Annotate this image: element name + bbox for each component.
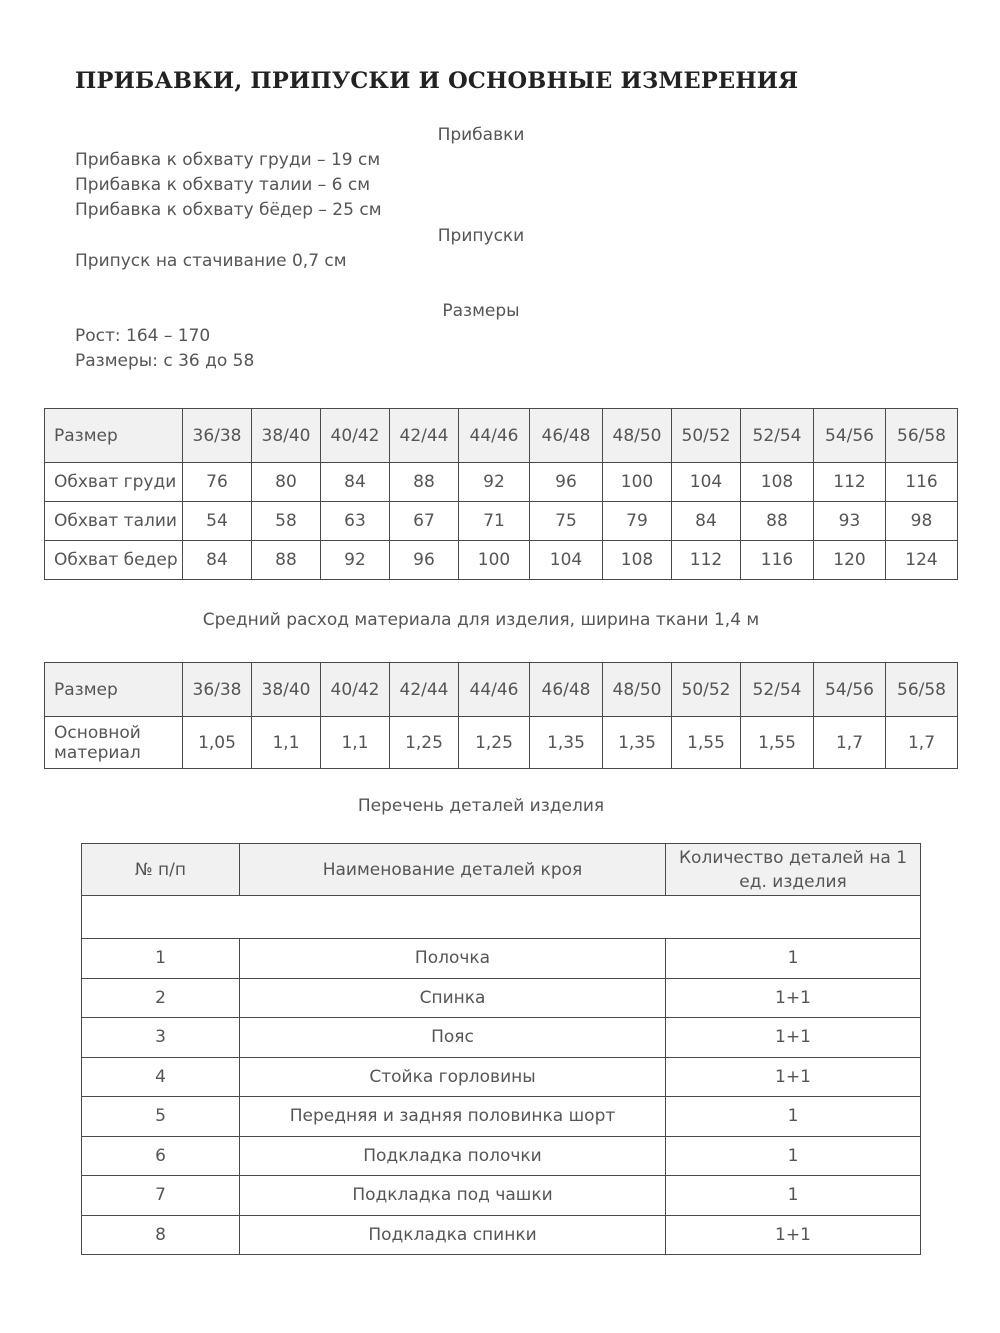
- part-name: Подкладка полочки: [240, 1136, 666, 1176]
- cell-value: 88: [390, 463, 459, 502]
- cell-value: 1,7: [886, 717, 958, 769]
- part-name: Подкладка спинки: [240, 1215, 666, 1255]
- allowances-heading: Прибавки: [437, 125, 525, 145]
- cell-value: 71: [459, 502, 530, 541]
- cell-value: 92: [321, 541, 390, 580]
- parts-header-row: [82, 844, 921, 896]
- part-quantity: 1: [666, 939, 921, 979]
- table-row: [82, 1215, 921, 1255]
- part-number: 2: [82, 978, 240, 1018]
- cell-value: 1,55: [672, 717, 741, 769]
- cell-value: 1,35: [530, 717, 603, 769]
- cell-value: 1,1: [321, 717, 390, 769]
- cell-value: 84: [183, 541, 252, 580]
- size-measurements-table: [44, 408, 958, 580]
- size-col-header: 48/50: [603, 663, 672, 717]
- part-name: Подкладка под чашки: [240, 1176, 666, 1216]
- cell-value: 1,25: [390, 717, 459, 769]
- table-row: [82, 1136, 921, 1176]
- size-col-header: 56/58: [886, 663, 958, 717]
- part-number: 5: [82, 1097, 240, 1137]
- empty-row: [82, 896, 921, 939]
- part-name: Стойка горловины: [240, 1057, 666, 1097]
- part-quantity: 1: [666, 1136, 921, 1176]
- cell-value: 92: [459, 463, 530, 502]
- cell-value: 63: [321, 502, 390, 541]
- part-number: 3: [82, 1018, 240, 1058]
- cell-value: 100: [459, 541, 530, 580]
- fabric-heading: Средний расход материала для изделия, ширина ткани 1,4 м: [202, 610, 760, 630]
- size-header-row: [45, 409, 958, 463]
- cell-value: 116: [886, 463, 958, 502]
- cell-value: 104: [672, 463, 741, 502]
- size-col-header: 42/44: [390, 409, 459, 463]
- cell-value: 1,55: [741, 717, 814, 769]
- part-quantity: 1+1: [666, 1018, 921, 1058]
- waist-row: [45, 502, 958, 541]
- cell-value: 84: [321, 463, 390, 502]
- table-row: [82, 1097, 921, 1137]
- size-col-header: 48/50: [603, 409, 672, 463]
- part-quantity: 1+1: [666, 1215, 921, 1255]
- part-number: 1: [82, 939, 240, 979]
- parts-heading: Перечень деталей изделия: [357, 796, 605, 816]
- fabric-consumption-table: [44, 662, 958, 769]
- cell-value: 88: [252, 541, 321, 580]
- size-col-header: 52/54: [741, 663, 814, 717]
- cell-value: 67: [390, 502, 459, 541]
- table-row: [82, 1018, 921, 1058]
- size-col-header: 36/38: [183, 663, 252, 717]
- cell-value: 100: [603, 463, 672, 502]
- part-name: Спинка: [240, 978, 666, 1018]
- cell-value: 75: [530, 502, 603, 541]
- cell-value: 1,25: [459, 717, 530, 769]
- cell-value: 120: [814, 541, 886, 580]
- part-number: 8: [82, 1215, 240, 1255]
- part-name: Передняя и задняя половинка шорт: [240, 1097, 666, 1137]
- size-col-header: 46/48: [530, 663, 603, 717]
- part-quantity: 1: [666, 1176, 921, 1216]
- cell-value: 96: [530, 463, 603, 502]
- col-header-quantity-line: Количество деталей на 1: [678, 847, 908, 868]
- cell-value: 88: [741, 502, 814, 541]
- size-header-label: Размер: [45, 409, 183, 463]
- row-label: Обхват талии: [45, 502, 183, 541]
- hips-row: [45, 541, 958, 580]
- fabric-header-row: [45, 663, 958, 717]
- size-col-header: 46/48: [530, 409, 603, 463]
- page-title: ПРИБАВКИ, ПРИПУСКИ И ОСНОВНЫЕ ИЗМЕРЕНИЯ: [75, 68, 799, 94]
- seam-heading: Припуски: [437, 226, 525, 246]
- cell-value: 80: [252, 463, 321, 502]
- size-range: Размеры: с 36 до 58: [75, 351, 255, 371]
- cell-value: 1,05: [183, 717, 252, 769]
- part-name: Полочка: [240, 939, 666, 979]
- size-col-header: 40/42: [321, 663, 390, 717]
- part-quantity: 1+1: [666, 978, 921, 1018]
- part-quantity: 1+1: [666, 1057, 921, 1097]
- table-row: [82, 939, 921, 979]
- table-row: [82, 978, 921, 1018]
- sizes-heading: Размеры: [442, 301, 520, 321]
- size-col-header: 54/56: [814, 409, 886, 463]
- size-col-header: 40/42: [321, 409, 390, 463]
- col-header-number: № п/п: [82, 844, 240, 896]
- size-col-header: 50/52: [672, 409, 741, 463]
- size-col-header: 36/38: [183, 409, 252, 463]
- row-label: Обхват груди: [45, 463, 183, 502]
- height-range: Рост: 164 – 170: [75, 326, 211, 346]
- part-name: Пояс: [240, 1018, 666, 1058]
- cell-value: 93: [814, 502, 886, 541]
- row-label: Обхват бедер: [45, 541, 183, 580]
- table-row: [82, 1176, 921, 1216]
- size-col-header: 44/46: [459, 663, 530, 717]
- cell-value: 104: [530, 541, 603, 580]
- part-number: 7: [82, 1176, 240, 1216]
- cell-value: 58: [252, 502, 321, 541]
- cell-value: 98: [886, 502, 958, 541]
- allowance-chest: Прибавка к обхвату груди – 19 см: [75, 150, 381, 170]
- row-label-line: Основной: [54, 722, 141, 743]
- cell-value: 108: [603, 541, 672, 580]
- main-material-row: [45, 717, 958, 769]
- cell-value: 116: [741, 541, 814, 580]
- table-row: [82, 1057, 921, 1097]
- cell-value: 112: [814, 463, 886, 502]
- cell-value: 79: [603, 502, 672, 541]
- size-col-header: 50/52: [672, 663, 741, 717]
- fabric-header-label: Размер: [45, 663, 183, 717]
- allowance-hips: Прибавка к обхвату бёдер – 25 см: [75, 200, 382, 220]
- size-col-header: 54/56: [814, 663, 886, 717]
- size-col-header: 38/40: [252, 409, 321, 463]
- cell-value: 124: [886, 541, 958, 580]
- allowance-waist: Прибавка к обхвату талии – 6 см: [75, 175, 371, 195]
- chest-row: [45, 463, 958, 502]
- col-header-quantity: [666, 844, 921, 896]
- size-col-header: 38/40: [252, 663, 321, 717]
- size-col-header: 56/58: [886, 409, 958, 463]
- row-label: [45, 717, 183, 769]
- cell-value: 112: [672, 541, 741, 580]
- cell-value: 84: [672, 502, 741, 541]
- row-label-line: материал: [54, 742, 141, 763]
- seam-allowance: Припуск на стачивание 0,7 см: [75, 251, 347, 271]
- empty-cell: [82, 896, 921, 939]
- cell-value: 1,1: [252, 717, 321, 769]
- size-col-header: 44/46: [459, 409, 530, 463]
- size-col-header: 42/44: [390, 663, 459, 717]
- col-header-name: Наименование деталей кроя: [240, 844, 666, 896]
- cell-value: 108: [741, 463, 814, 502]
- part-number: 6: [82, 1136, 240, 1176]
- parts-list-table: [81, 843, 921, 1255]
- size-col-header: 52/54: [741, 409, 814, 463]
- cell-value: 96: [390, 541, 459, 580]
- cell-value: 1,35: [603, 717, 672, 769]
- col-header-quantity-line: ед. изделия: [739, 871, 847, 892]
- cell-value: 76: [183, 463, 252, 502]
- cell-value: 1,7: [814, 717, 886, 769]
- part-quantity: 1: [666, 1097, 921, 1137]
- part-number: 4: [82, 1057, 240, 1097]
- cell-value: 54: [183, 502, 252, 541]
